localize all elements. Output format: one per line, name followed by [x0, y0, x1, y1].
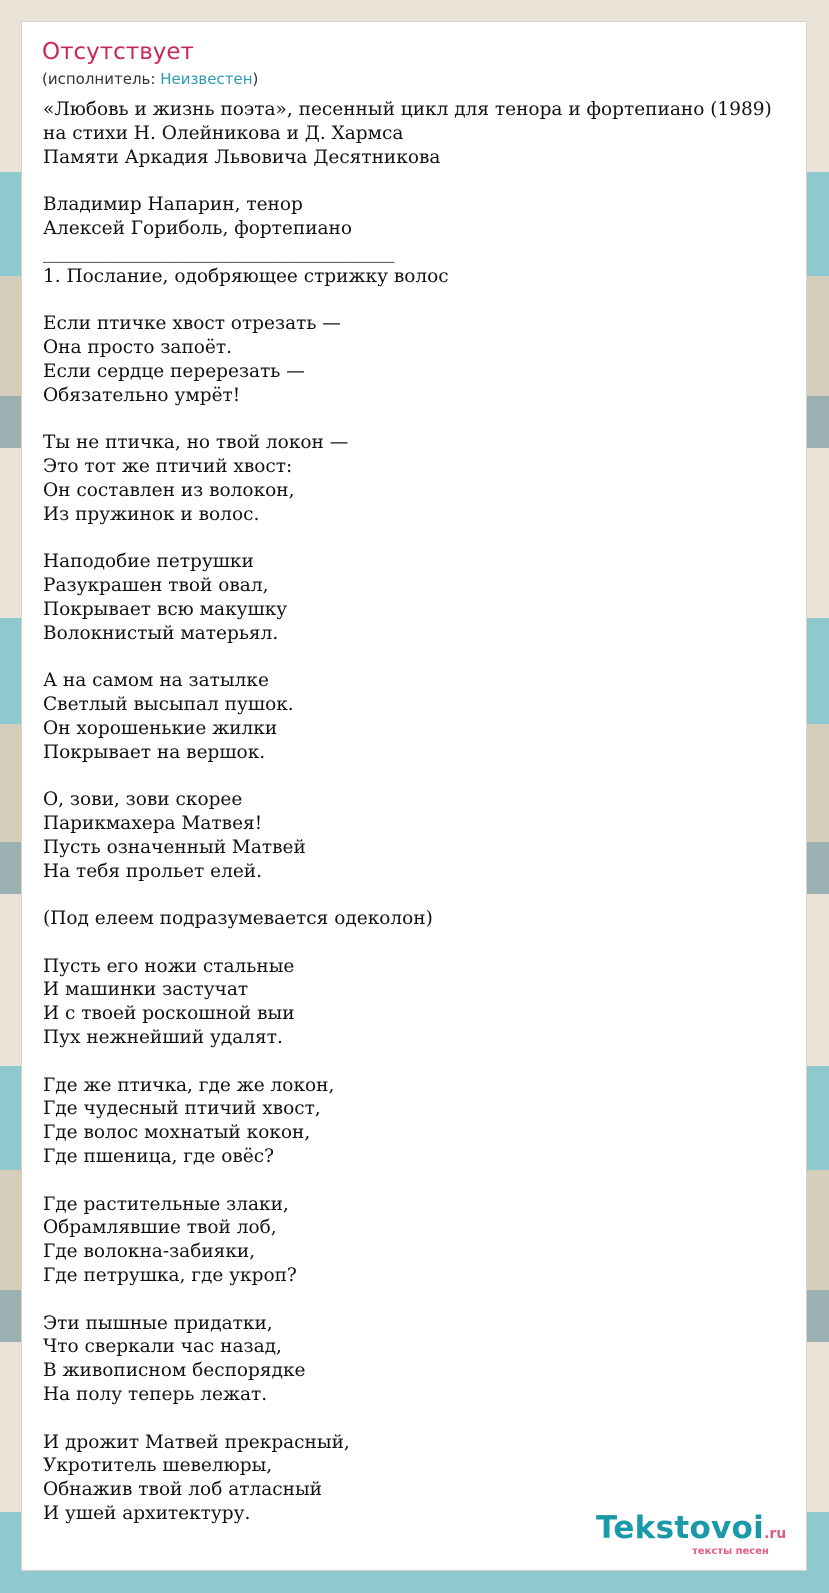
- blank-line: [43, 931, 803, 955]
- performer-prefix: (исполнитель:: [42, 70, 161, 88]
- lyric-line: Это тот же птичий хвост:: [43, 455, 293, 477]
- blank-line: [43, 169, 803, 193]
- blank-line: [43, 883, 803, 907]
- blank-line: [43, 1288, 803, 1312]
- lyric-line: Где чудесный птичий хвост,: [43, 1098, 321, 1120]
- lyric-line: Он хорошенькие жилки: [43, 717, 278, 739]
- site-logo[interactable]: [596, 1510, 787, 1557]
- lyric-line: На полу теперь лежат.: [43, 1384, 268, 1406]
- lyric-line: Где растительные злаки,: [43, 1193, 289, 1215]
- lyric-line: И машинки застучат: [43, 979, 249, 1001]
- blank-line: [43, 1169, 803, 1193]
- lyric-line: ______________________________________: [43, 241, 395, 263]
- performer-line: [42, 70, 258, 88]
- lyric-line: Памяти Аркадия Львовича Десятникова: [43, 146, 441, 168]
- lyric-line: Где петрушка, где укроп?: [43, 1265, 297, 1287]
- lyric-line: Если сердце перерезать —: [43, 360, 305, 382]
- blank-line: [43, 526, 803, 550]
- lyrics-text: [43, 98, 803, 1526]
- song-title: Отсутствует: [42, 39, 194, 65]
- lyric-line: И с твоей роскошной выи: [43, 1003, 295, 1025]
- logo-domain: .ru: [764, 1526, 787, 1542]
- performer-suffix: ): [252, 70, 259, 88]
- lyric-line: И дрожит Матвей прекрасный,: [43, 1431, 350, 1453]
- lyric-line: Обрамлявшие твой лоб,: [43, 1217, 277, 1239]
- lyric-line: 1. Послание, одобряющее стрижку волос: [43, 265, 449, 287]
- logo-wordmark: Tekstovoi: [596, 1510, 765, 1546]
- lyric-line: Наподобие петрушки: [43, 551, 254, 573]
- lyric-line: Владимир Напарин, тенор: [43, 194, 303, 216]
- blank-line: [43, 288, 803, 312]
- lyric-line: В живописном беспорядке: [43, 1360, 306, 1382]
- lyric-line: Покрывает на вершок.: [43, 741, 266, 763]
- lyric-line: Где волос мохнатый кокон,: [43, 1122, 311, 1144]
- lyric-line: «Любовь и жизнь поэта», песенный цикл для тенора и фортепиано (1989): [43, 99, 772, 120]
- lyric-line: Пусть означенный Матвей: [43, 836, 306, 858]
- blank-line: [43, 1407, 803, 1431]
- lyric-line: Пусть его ножи стальные: [43, 955, 295, 977]
- lyric-line: Она просто запоёт.: [43, 336, 232, 358]
- lyric-line: И ушей архитектуру.: [43, 1503, 251, 1525]
- logo-tagline: тексты песен: [692, 1546, 769, 1557]
- lyric-line: На тебя прольет елей.: [43, 860, 262, 882]
- lyric-line: Эти пышные придатки,: [43, 1312, 273, 1334]
- lyric-line: Ты не птичка, но твой локон —: [43, 432, 349, 454]
- lyric-line: Пух нежнейший удалят.: [43, 1027, 283, 1049]
- blank-line: [43, 1050, 803, 1074]
- lyric-line: Из пружинок и волос.: [43, 503, 260, 525]
- lyric-line: Обнажив твой лоб атласный: [43, 1479, 323, 1501]
- blank-line: [43, 645, 803, 669]
- lyric-line: на стихи Н. Олейникова и Д. Хармса: [43, 122, 404, 144]
- lyric-line: Где волокна-забияки,: [43, 1241, 256, 1263]
- lyric-line: Разукрашен твой овал,: [43, 574, 269, 596]
- lyric-line: Светлый высыпал пушок.: [43, 693, 294, 715]
- lyric-line: Где же птичка, где же локон,: [43, 1074, 335, 1096]
- lyric-line: О, зови, зови скорее: [43, 789, 243, 811]
- lyric-line: А на самом на затылке: [43, 670, 269, 692]
- blank-line: [43, 407, 803, 431]
- lyric-line: Где пшеница, где овёс?: [43, 1146, 274, 1168]
- lyric-line: Он составлен из волокон,: [43, 479, 295, 501]
- lyric-line: Алексей Гориболь, фортепиано: [43, 217, 353, 239]
- lyric-line: (Под елеем подразумевается одеколон): [43, 908, 433, 930]
- lyrics-card: [21, 21, 807, 1571]
- performer-link[interactable]: Неизвестен: [160, 70, 253, 88]
- blank-line: [43, 764, 803, 788]
- lyric-line: Что сверкали час назад,: [43, 1336, 282, 1358]
- lyric-line: Покрывает всю макушку: [43, 598, 288, 620]
- lyric-line: Волокнистый матерьял.: [43, 622, 279, 644]
- lyric-line: Обязательно умрёт!: [43, 384, 241, 406]
- lyric-line: Если птичке хвост отрезать —: [43, 313, 341, 335]
- lyric-line: Парикмахера Матвея!: [43, 812, 263, 834]
- lyric-line: Укротитель шевелюры,: [43, 1455, 273, 1477]
